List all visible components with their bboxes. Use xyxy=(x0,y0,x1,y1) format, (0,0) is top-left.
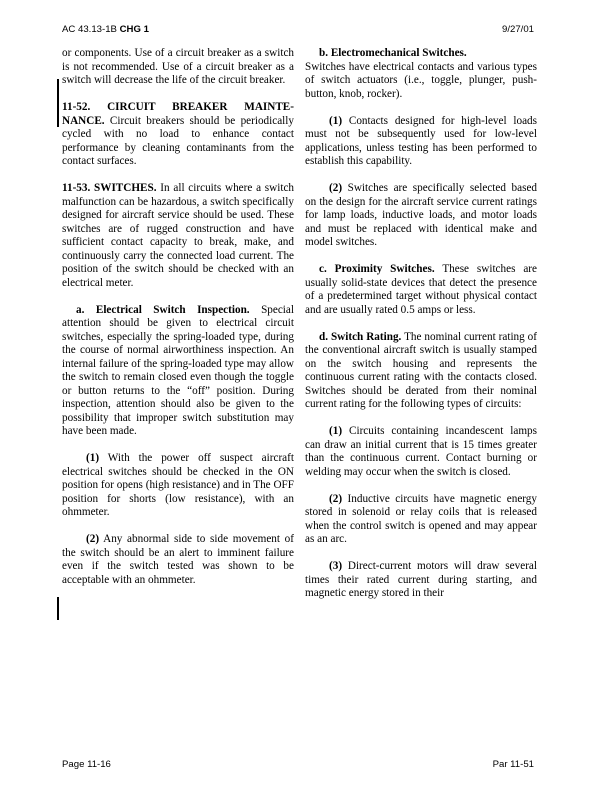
change-number: CHG 1 xyxy=(119,24,149,35)
footer-page-number: Page 11-16 xyxy=(62,759,111,770)
subsection-heading: a. Electrical Switch Inspection. xyxy=(76,303,250,316)
header-doc-id xyxy=(62,24,149,35)
item-number: (1) xyxy=(329,425,343,437)
section-heading: 11-52. CIRCUIT BREAKER MAINTE-NANCE. xyxy=(62,101,294,127)
revision-bar xyxy=(57,597,59,620)
paragraph-b-1: (1) Contacts designed for high-level loads must not be subsequently used for low-level applications, unless testing has been performed to establish this capability. xyxy=(305,114,538,167)
paragraph-continuation: or components. Use of a circuit breaker as a switch is not recommended. Use of a circuit breaker as a switch will decrease the life of the circuit breaker. xyxy=(62,47,294,86)
paragraph-11-53: 11-53. SWITCHES. In all circuits where a switch malfunction can be hazardous, a switch specifically designed for aircraft service should be used. These switches are of rugged construction and have sufficient contact capacity to break, make, and continuously carry the connected load current. The position of the switch should be checked with an electrical meter. xyxy=(62,182,295,289)
item-number: (2) xyxy=(329,492,343,505)
item-number: (2) xyxy=(329,182,343,194)
paragraph-a-2: (2) Any abnormal side to side movement of the switch should be an alert to imminent failure even if the switch tested was shown to be acceptable with an ohmmeter. xyxy=(62,533,294,586)
item-number: (1) xyxy=(329,114,343,127)
revision-bar xyxy=(57,79,59,127)
footer-paragraph-ref: Par 11-51 xyxy=(492,759,534,770)
paragraph-b: b. Electromechanical Switches. Switches have electrical contacts and various types of switch actuators (i.e., toggle, plunger, push-button, knob, rocker). xyxy=(305,47,537,100)
paragraph-a: a. Electrical Switch Inspection. Special attention should be given to electrical circuit switches, especially the spring-loaded type, during the course of normal airworthiness inspection. An internal failure of the spring-loaded type may allow the switch to remain closed even though the toggle or button returns to the “off” position. During inspection, attention should also be given to the possibility that improper switch substitution may have been made. xyxy=(62,303,294,437)
subsection-heading: c. Proximity Switches. xyxy=(319,263,435,275)
paragraph-a-1: (1) With the power off suspect aircraft electrical switches should be checked in the ON position for opens (high resistance) and in The OFF position for shorts (low resistance), with an ohmmeter. xyxy=(62,452,294,518)
paragraph-d-2: (2) Inductive circuits have magnetic energy stored in solenoid or relay coils that is released when the control switch is opened and may appear as an arc. xyxy=(305,492,537,545)
right-column xyxy=(305,47,537,614)
subsection-heading: b. Electromechanical Switches. xyxy=(319,47,467,59)
section-heading: 11-53. SWITCHES. xyxy=(62,182,157,194)
paragraph-d-1: (1) Circuits containing incandescent lamps can draw an initial current that is 15 times greater than the continuous current. Contact burning or welding may occur when the switch is closed. xyxy=(305,425,537,478)
left-column xyxy=(62,47,294,601)
item-number: (1) xyxy=(86,452,100,464)
doc-number: AC 43.13-1B xyxy=(62,24,117,35)
paragraph-11-52: 11-52. CIRCUIT BREAKER MAINTE-NANCE. Circuit breakers should be periodically cycled with no load to enhance contact performance by cleaning contaminants from the contact surfaces. xyxy=(62,101,294,167)
paragraph-d-3: (3) Direct-current motors will draw several times their rated current during starting, and magnetic energy stored in their xyxy=(305,560,537,599)
item-number: (2) xyxy=(86,533,100,545)
paragraph-d: d. Switch Rating. The nominal current rating of the conventional aircraft switch is usually stamped on the switch housing and represents the continuous current rating with the contacts closed. Switches should be derated from their nominal current rating for the following types of circuits: xyxy=(305,330,537,410)
item-number: (3) xyxy=(329,560,343,572)
header-date: 9/27/01 xyxy=(501,24,534,35)
paragraph-c: c. Proximity Switches. These switches are usually solid-state devices that detect the presence of a predetermined target without physical contact and are usually rated 0.5 amps or less. xyxy=(305,263,537,316)
paragraph-b-2: (2) Switches are specifically selected based on the design for the aircraft service current ratings for lamp loads, inductive loads, and motor loads and must be replaced with identical make and model switches. xyxy=(305,182,538,248)
subsection-heading: d. Switch Rating. xyxy=(319,330,402,343)
